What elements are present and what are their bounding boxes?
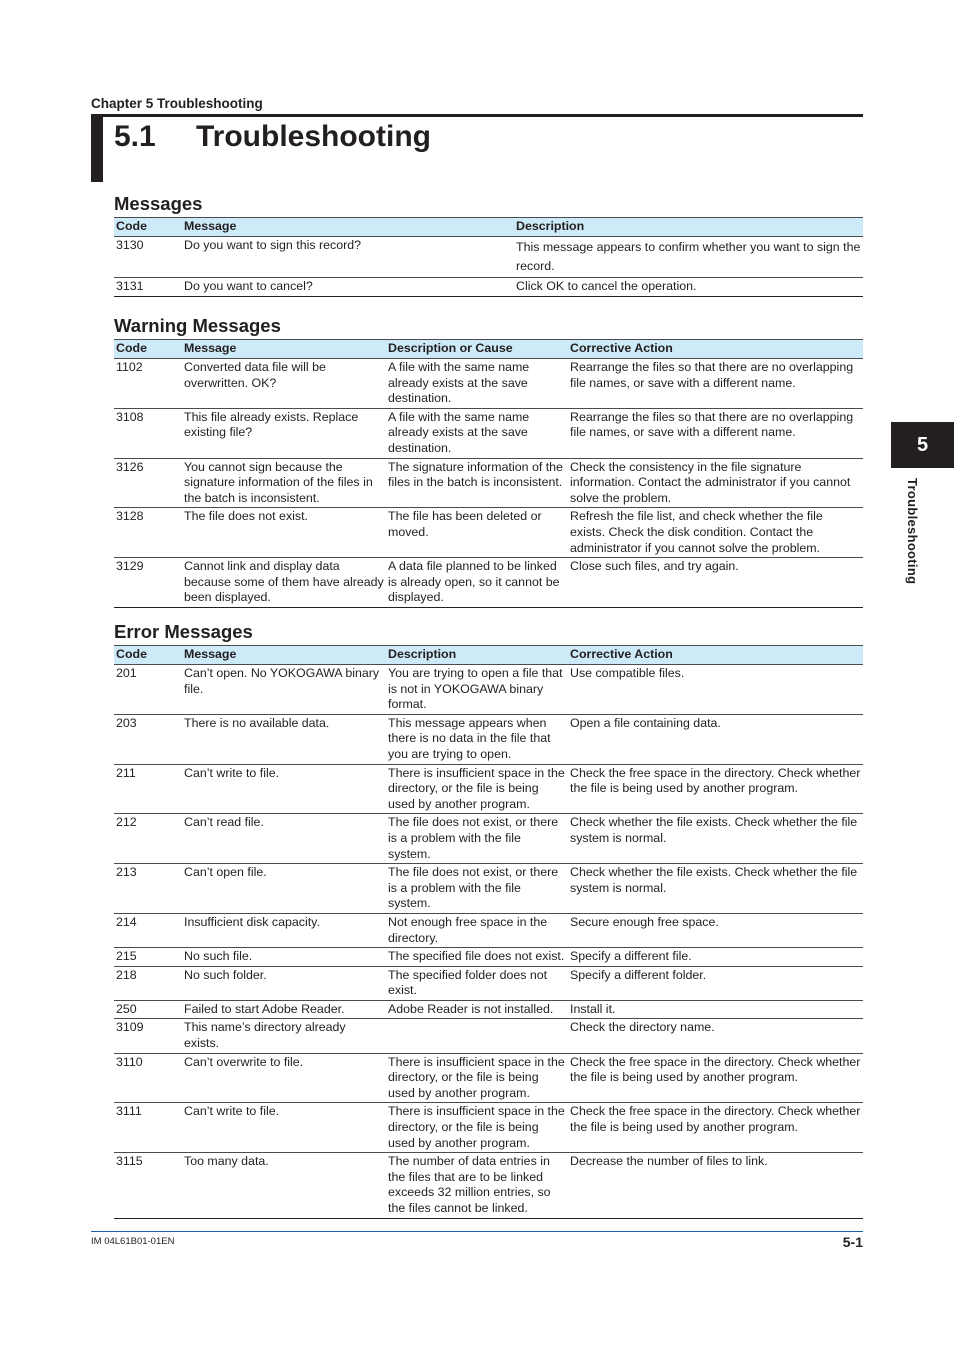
description-cell: This message appears when there is no data in the file that you are trying to open. xyxy=(386,714,568,764)
code-cell: 201 xyxy=(114,665,182,715)
table-row xyxy=(114,814,863,864)
action-cell: Check the free space in the directory. Check whether the file is being used by another program. xyxy=(568,1053,863,1103)
header-rule xyxy=(91,114,863,117)
message-cell: Can’t write to file. xyxy=(182,1103,386,1153)
table-row xyxy=(114,508,863,558)
table-row xyxy=(114,948,863,967)
table-row xyxy=(114,1000,863,1019)
description-cell xyxy=(386,1019,568,1053)
message-cell: This name’s directory already exists. xyxy=(182,1019,386,1053)
table-row xyxy=(114,714,863,764)
code-cell: 250 xyxy=(114,1000,182,1019)
description-cell: Adobe Reader is not installed. xyxy=(386,1000,568,1019)
code-cell: 218 xyxy=(114,966,182,1000)
message-cell: No such folder. xyxy=(182,966,386,1000)
description-cell: There is insufficient space in the directory, or the file is being used by another program. xyxy=(386,1103,568,1153)
table-row xyxy=(114,458,863,508)
messages-table xyxy=(114,217,863,297)
action-cell: Specify a different folder. xyxy=(568,966,863,1000)
column-header: Message xyxy=(182,218,514,237)
code-cell: 214 xyxy=(114,913,182,947)
column-header: Message xyxy=(182,340,386,359)
action-cell: Decrease the number of files to link. xyxy=(568,1153,863,1218)
message-cell: This file already exists. Replace existing file? xyxy=(182,408,386,458)
code-cell: 212 xyxy=(114,814,182,864)
description-cell: The file does not exist, or there is a problem with the file system. xyxy=(386,814,568,864)
column-header: Corrective Action xyxy=(568,340,863,359)
code-cell: 3129 xyxy=(114,558,182,608)
action-cell: Check the directory name. xyxy=(568,1019,863,1053)
cause-cell: A file with the same name already exists at the save destination. xyxy=(386,408,568,458)
footer-rule xyxy=(91,1231,863,1232)
action-cell: Install it. xyxy=(568,1000,863,1019)
description-cell: The specified file does not exist. xyxy=(386,948,568,967)
code-cell: 3108 xyxy=(114,408,182,458)
message-cell: There is no available data. xyxy=(182,714,386,764)
page-title xyxy=(114,120,431,154)
action-cell: Rearrange the files so that there are no overlapping file names, or save with a different name. xyxy=(568,359,863,409)
code-cell: 3131 xyxy=(114,278,182,297)
code-cell: 3126 xyxy=(114,458,182,508)
message-cell: Can’t read file. xyxy=(182,814,386,864)
table-row xyxy=(114,1103,863,1153)
section-number: 5.1 xyxy=(114,120,156,153)
description-cell: The file does not exist, or there is a problem with the file system. xyxy=(386,864,568,914)
message-cell: Failed to start Adobe Reader. xyxy=(182,1000,386,1019)
action-cell: Check whether the file exists. Check whether the file system is normal. xyxy=(568,814,863,864)
table-row xyxy=(114,1153,863,1218)
description-cell: Click OK to cancel the operation. xyxy=(514,278,863,297)
column-header: Code xyxy=(114,340,182,359)
description-cell: The number of data entries in the files that are to be linked exceeds 32 million entries, so the files cannot be linked. xyxy=(386,1153,568,1218)
chapter-heading: Chapter 5 Troubleshooting xyxy=(91,96,263,111)
action-cell: Secure enough free space. xyxy=(568,913,863,947)
cause-cell: The signature information of the files in the batch is inconsistent. xyxy=(386,458,568,508)
code-cell: 1102 xyxy=(114,359,182,409)
table-row xyxy=(114,408,863,458)
action-cell: Specify a different file. xyxy=(568,948,863,967)
description-cell: You are trying to open a file that is not in YOKOGAWA binary format. xyxy=(386,665,568,715)
message-cell: You cannot sign because the signature information of the files in the batch is inconsistent. xyxy=(182,458,386,508)
messages-heading: Messages xyxy=(114,193,203,214)
action-cell: Check the free space in the directory. Check whether the file is being used by another program. xyxy=(568,1103,863,1153)
table-row xyxy=(114,966,863,1000)
table-row xyxy=(114,558,863,608)
code-cell: 3109 xyxy=(114,1019,182,1053)
table-row xyxy=(114,1053,863,1103)
section-title: Troubleshooting xyxy=(196,120,431,153)
title-marker-bar xyxy=(91,114,103,182)
table-header-row xyxy=(114,218,863,237)
message-cell: Insufficient disk capacity. xyxy=(182,913,386,947)
column-header: Corrective Action xyxy=(568,646,863,665)
column-header: Message xyxy=(182,646,386,665)
action-cell: Check the free space in the directory. Check whether the file is being used by another program. xyxy=(568,764,863,814)
code-cell: 3130 xyxy=(114,237,182,278)
chapter-tab: 5 xyxy=(891,422,954,468)
table-header-row xyxy=(114,340,863,359)
error-messages-heading: Error Messages xyxy=(114,621,253,642)
page-number: 5-1 xyxy=(842,1234,863,1250)
table-row xyxy=(114,913,863,947)
cause-cell: A file with the same name already exists at the save destination. xyxy=(386,359,568,409)
action-cell: Use compatible files. xyxy=(568,665,863,715)
action-cell: Refresh the file list, and check whether the file exists. Check the disk condition. Contact the administrator if you cannot solve the problem. xyxy=(568,508,863,558)
warning-messages-heading: Warning Messages xyxy=(114,315,281,336)
message-cell: No such file. xyxy=(182,948,386,967)
message-cell: Can’t open. No YOKOGAWA binary file. xyxy=(182,665,386,715)
message-cell: The file does not exist. xyxy=(182,508,386,558)
code-cell: 3128 xyxy=(114,508,182,558)
cause-cell: A data file planned to be linked is already open, so it cannot be displayed. xyxy=(386,558,568,608)
table-row xyxy=(114,665,863,715)
message-cell: Do you want to cancel? xyxy=(182,278,514,297)
column-header: Description or Cause xyxy=(386,340,568,359)
description-cell: There is insufficient space in the directory, or the file is being used by another program. xyxy=(386,764,568,814)
description-cell: There is insufficient space in the directory, or the file is being used by another program. xyxy=(386,1053,568,1103)
warning-messages-table xyxy=(114,339,863,608)
message-cell: Do you want to sign this record? xyxy=(182,237,514,278)
chapter-tab-label: Troubleshooting xyxy=(905,478,920,585)
document-code: IM 04L61B01-01EN xyxy=(91,1236,175,1247)
table-row xyxy=(114,764,863,814)
code-cell: 3111 xyxy=(114,1103,182,1153)
table-header-row xyxy=(114,646,863,665)
code-cell: 215 xyxy=(114,948,182,967)
column-header: Code xyxy=(114,646,182,665)
column-header: Description xyxy=(386,646,568,665)
action-cell: Check the consistency in the file signature information. Contact the administrator if you cannot solve the problem. xyxy=(568,458,863,508)
table-row xyxy=(114,359,863,409)
description-cell: This message appears to confirm whether you want to sign the record. xyxy=(514,237,863,278)
table-row xyxy=(114,864,863,914)
code-cell: 203 xyxy=(114,714,182,764)
table-row xyxy=(114,1019,863,1053)
column-header: Description xyxy=(514,218,863,237)
message-cell: Can’t overwrite to file. xyxy=(182,1053,386,1103)
message-cell: Can’t open file. xyxy=(182,864,386,914)
code-cell: 211 xyxy=(114,764,182,814)
code-cell: 3115 xyxy=(114,1153,182,1218)
message-cell: Too many data. xyxy=(182,1153,386,1218)
table-row xyxy=(114,237,863,278)
description-cell: The specified folder does not exist. xyxy=(386,966,568,1000)
code-cell: 213 xyxy=(114,864,182,914)
action-cell: Rearrange the files so that there are no overlapping file names, or save with a different name. xyxy=(568,408,863,458)
column-header: Code xyxy=(114,218,182,237)
message-cell: Cannot link and display data because some of them have already been displayed. xyxy=(182,558,386,608)
action-cell: Close such files, and try again. xyxy=(568,558,863,608)
error-messages-table xyxy=(114,645,863,1219)
action-cell: Check whether the file exists. Check whether the file system is normal. xyxy=(568,864,863,914)
description-cell: Not enough free space in the directory. xyxy=(386,913,568,947)
message-cell: Can’t write to file. xyxy=(182,764,386,814)
table-row xyxy=(114,278,863,297)
cause-cell: The file has been deleted or moved. xyxy=(386,508,568,558)
code-cell: 3110 xyxy=(114,1053,182,1103)
action-cell: Open a file containing data. xyxy=(568,714,863,764)
message-cell: Converted data file will be overwritten. OK? xyxy=(182,359,386,409)
